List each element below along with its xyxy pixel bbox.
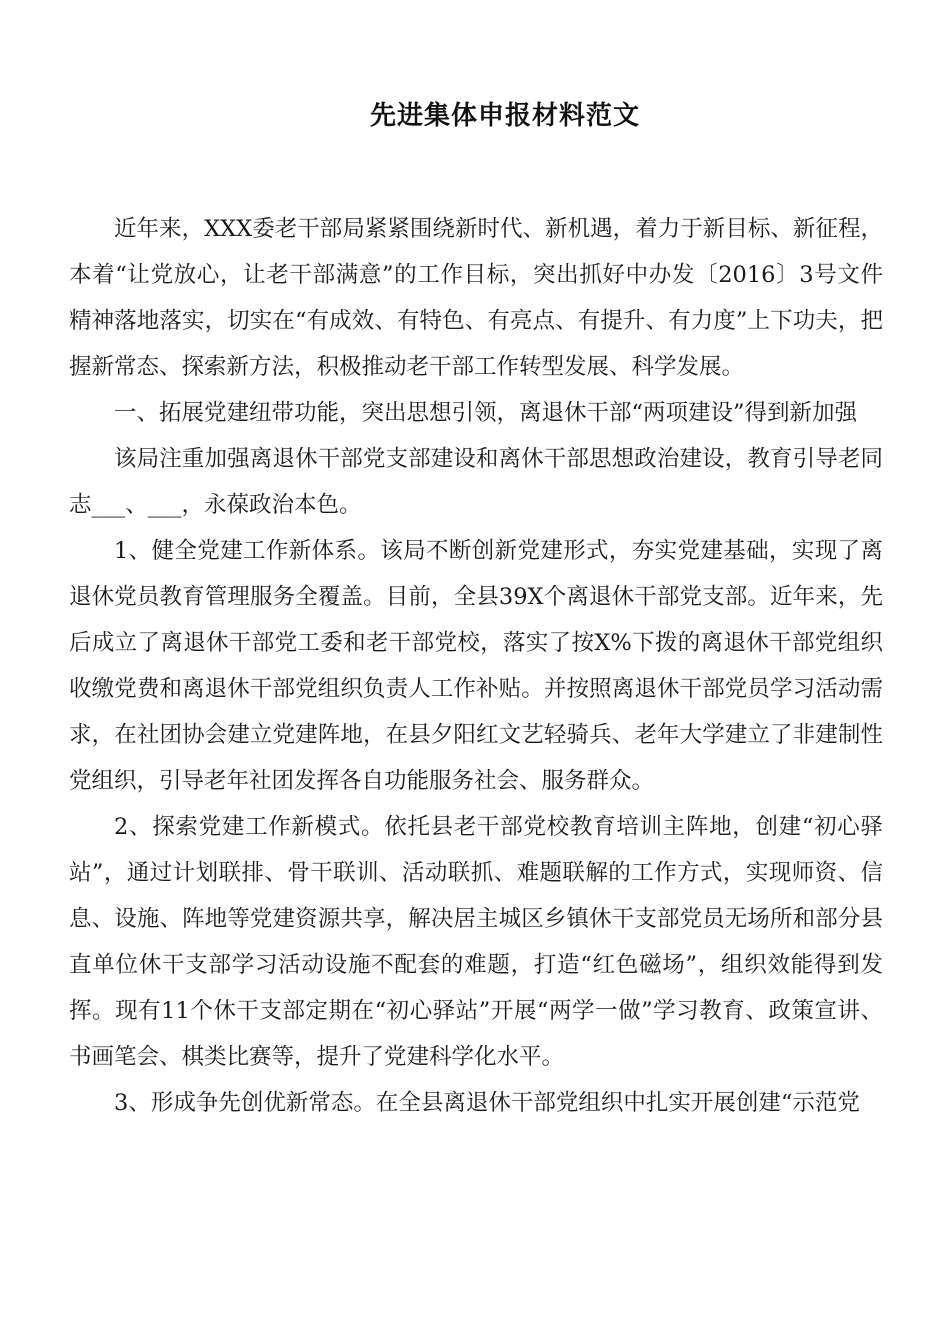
paragraph-section-summary: 该局注重加强离退休干部党支部建设和离休干部思想政治建设，教育引导老同志___、___，永葆政治本色。 (69, 446, 883, 518)
paragraph-item-2: 2、探索党建工作新模式。依托县老干部党校教育培训主阵地，创建“初心驿站”，通过计划联排、骨干联训、活动联抓、难题联解的工作方式，实现师资、信息、设施、阵地等党建资源共享，解决居主城区乡镇休干支部党员无场所和部分县直单位休干支部学习活动设施不配套的难题，打造“红色磁场”，组织效能得到发挥。现有11个休干支部定期在“初心驿站”开展“两学一做”学习教育、政策宣讲、书画笔会、棋类比赛等，提升了党建科学化水平。 (69, 814, 883, 1070)
paragraph-section-heading: 一、拓展党建纽带功能，突出思想引领，离退休干部“两项建设”得到新加强 (114, 400, 858, 426)
paragraph-intro: 近年来，XXX委老干部局紧紧围绕新时代、新机遇，着力于新目标、新征程，本着“让党放心，让老干部满意”的工作目标，突出抓好中办发〔2016〕3号文件精神落地落实，切实在“有成效、有特色、有亮点、有提升、有力度”上下功夫，把握新常态、探索新方法，积极推动老干部工作转型发展、科学发展。 (69, 216, 883, 380)
paragraph-item-3: 3、形成争先创优新常态。在全县离退休干部党组织中扎实开展创建“示范党 (114, 1090, 860, 1116)
document-title: 先进集体申报材料范文 (369, 101, 640, 131)
paragraph-item-1: 1、健全党建工作新体系。该局不断创新党建形式，夯实党建基础，实现了离退休党员教育管理服务全覆盖。目前，全县39X个离退休干部党支部。近年来，先后成立了离退休干部党工委和老干部党校，落实了按X%下拨的离退休干部党组织收缴党费和离退休干部党组织负责人工作补贴。并按照离退休干部党员学习活动需求，在社团协会建立党建阵地，在县夕阳红文艺轻骑兵、老年大学建立了非建制性党组织，引导老年社团发挥各自功能服务社会、服务群众。 (69, 538, 883, 794)
document-body (69, 206, 883, 1126)
